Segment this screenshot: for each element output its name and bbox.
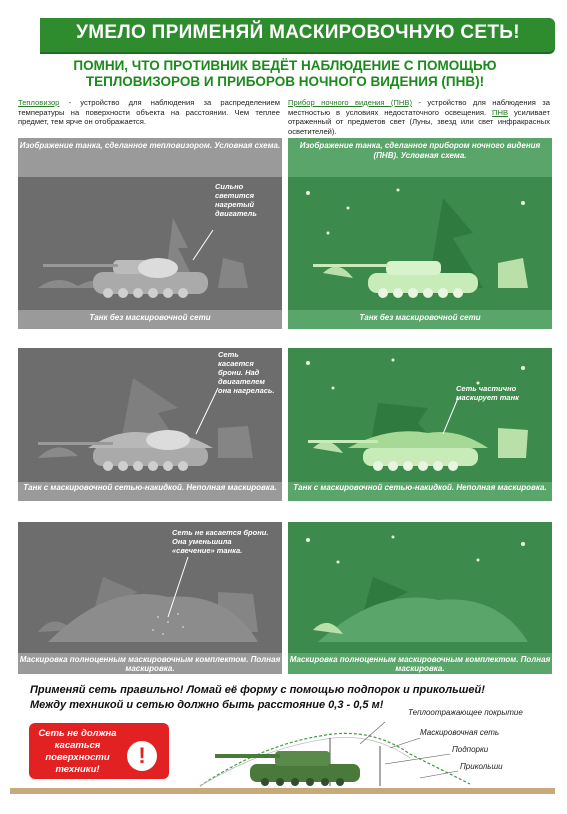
thermal-term: Тепловизор [18,98,60,107]
nv-definition [288,98,550,136]
nv-header: Изображение танка, сделанное прибором ночного видения (ПНВ). Условная схема. [288,138,552,177]
thermal-callout-3: Сеть не касается брони. Она уменьшила «свечение» танка. [172,528,269,555]
ground-strip [10,788,555,794]
legend-pegs: Прикольши [460,762,503,771]
legend-camo-net: Маскировочная сеть [420,728,500,737]
thermal-header: Изображение танка, сделанное тепловизором. Условная схема. [18,138,282,177]
thermal-caption-1: Танк без маскировочной сети [18,310,282,329]
warning-text: Сеть не должна касаться поверхности техники! [38,728,117,775]
nv-scene-2 [288,348,552,480]
exclamation-icon: ! [127,741,157,771]
nv-caption-3: Маскировка полноценным маскировочным комплектом. Полная маскировка. [289,655,551,673]
tank-net-illustration [180,716,555,788]
nv-definition-text-1: - устройство для наблюдения за местностью в условиях недостаточного освещения. [288,98,551,117]
page-title: УМЕЛО ПРИМЕНЯЙ МАСКИРОВОЧНУЮ СЕТЬ! [76,22,520,43]
legend-supports: Подпорки [452,745,489,754]
nv-abbr: ПНВ [492,107,509,117]
thermal-definition-text: - устройство для наблюдения за распределением температуры на поверхности объекта на расстоянии. Чем теплее предмет, тем ярче он отображается. [18,98,280,127]
nv-caption-2: Танк с маскировочной сетью-накидкой. Неполная маскировка. [288,482,552,501]
thermal-definition [18,98,280,127]
thermal-caption-3: Маскировка полноценным маскировочным комплектом. Полная маскировка. [19,655,281,673]
thermal-callout-2: Сеть касается брони. Над двигателем она нагрелась. [218,350,275,395]
nv-definition-text-2: усиливает отраженный от предметов свет (Луны, звезд или свет инфракрасных осветителей). [288,107,550,136]
thermal-callout-1: Сильно светится нагретый двигатель [215,182,257,218]
nv-term: Прибор ночного видения (ПНВ) [288,98,412,107]
nv-caption-1: Танк без маскировочной сети [288,310,552,329]
nv-scene-1 [288,178,552,312]
instruction-line-1: Применяй сеть правильно! Ломай её форму с помощью подпорок и прикольшей! [30,684,485,696]
instruction-line-2: Между техникой и сетью должно быть расстояние 0,3 - 0,5 м! [30,699,384,711]
nv-callout-2: Сеть частично маскирует танк [456,384,519,402]
legend-heat-reflective: Теплоотражающее покрытие [408,708,523,717]
nv-scene-3 [288,522,552,652]
page-subtitle: ПОМНИ, ЧТО ПРОТИВНИК ВЕДЁТ НАБЛЮДЕНИЕ С ПОМОЩЬЮ ТЕПЛОВИЗОРОВ И ПРИБОРОВ НОЧНОГО ВИДЕНИЯ (ПНВ)! [73,58,497,89]
thermal-caption-2: Танк с маскировочной сетью-накидкой. Неполная маскировка. [18,482,282,501]
